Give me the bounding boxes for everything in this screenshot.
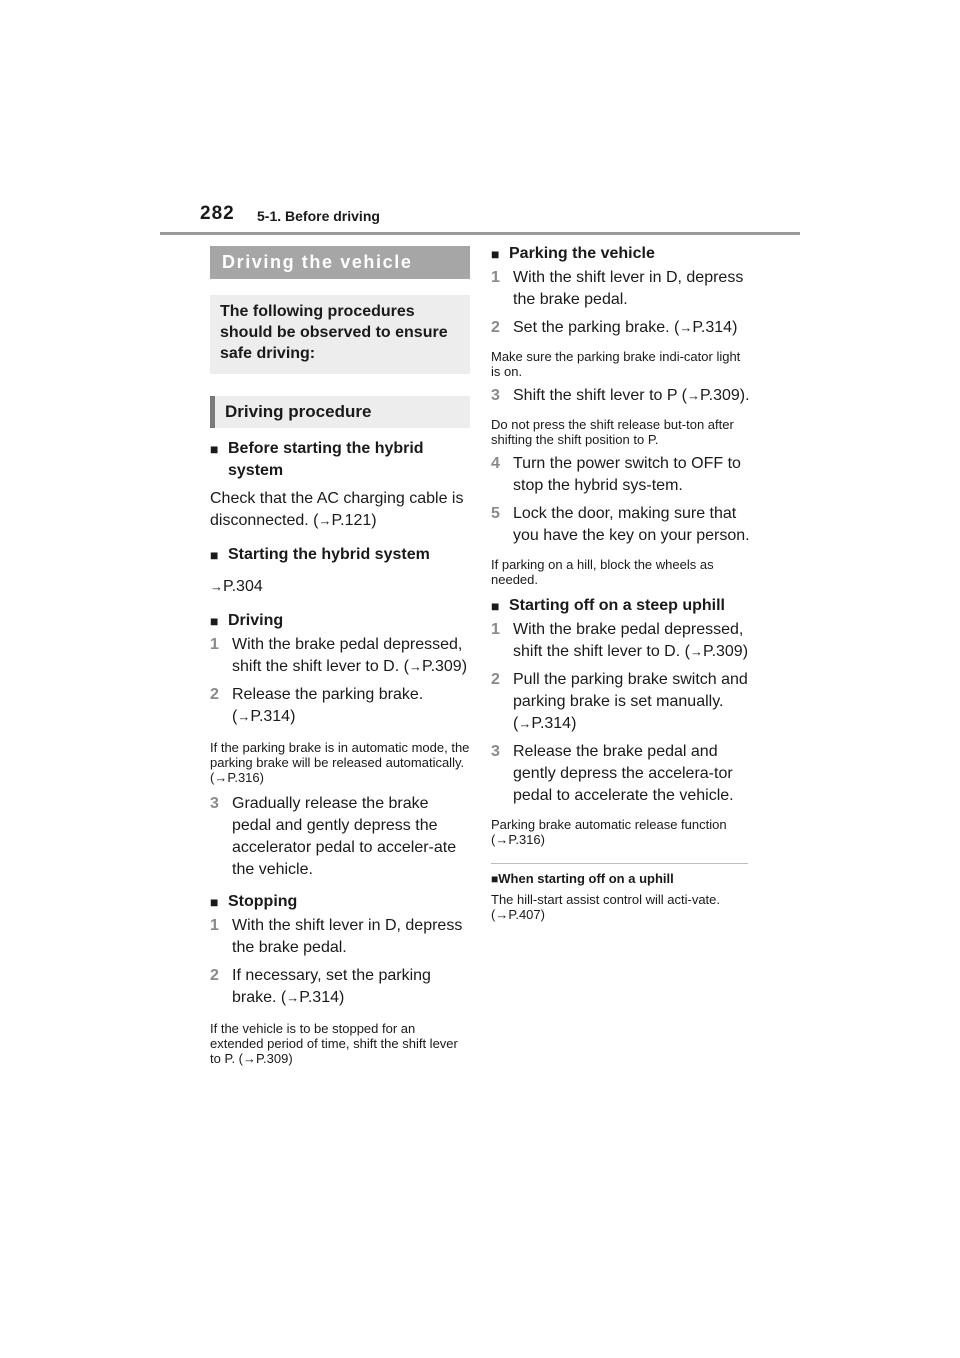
step-item xyxy=(210,915,470,959)
page-ref-link[interactable]: P.309) xyxy=(702,643,749,660)
step-text: Release the parking brake. (→P.314) xyxy=(232,686,424,725)
square-bullet-icon: ■ xyxy=(210,894,219,910)
step-item xyxy=(210,634,470,678)
arrow-icon: → xyxy=(210,579,223,594)
heading-parking xyxy=(491,243,751,265)
step-item xyxy=(491,267,751,311)
step-number: 2 xyxy=(491,671,500,688)
step-text: With the shift lever in D, depress the brake pedal. xyxy=(513,269,744,308)
heading-before-starting xyxy=(210,438,470,482)
note-text: Parking brake automatic release function (→P.316) xyxy=(491,817,727,847)
left-column xyxy=(210,246,470,1066)
heading-stopping xyxy=(210,891,470,913)
heading-steep-uphill xyxy=(491,595,751,617)
step-text: With the brake pedal depressed, shift the shift lever to D. (→P.309) xyxy=(232,636,468,675)
sub-banner: Driving procedure xyxy=(210,396,470,428)
step-item xyxy=(491,741,751,807)
section-banner: Driving the vehicle xyxy=(210,246,470,279)
page-ref-link[interactable]: P.314) xyxy=(531,715,577,732)
page-ref-link[interactable]: P.316) xyxy=(508,832,545,847)
step-number: 3 xyxy=(210,795,219,812)
heading-text: When starting off on a uphill xyxy=(498,871,674,886)
heading-text: Driving xyxy=(228,612,284,629)
paragraph-text: Check that the AC charging cable is disconnected. ( xyxy=(210,490,464,529)
step-number: 4 xyxy=(491,455,500,472)
step-number: 2 xyxy=(210,686,219,703)
step-item xyxy=(491,619,751,663)
square-bullet-icon: ■ xyxy=(491,246,500,262)
arrow-icon: → xyxy=(318,513,332,528)
step-number: 1 xyxy=(210,636,219,653)
heading-text: Parking the vehicle xyxy=(509,245,655,262)
note-text: If the vehicle is to be stopped for an extended period of time, shift the shift lever to P. (→P.309) xyxy=(210,1021,458,1066)
page-ref-link[interactable]: P.121) xyxy=(331,512,377,529)
arrow-icon: → xyxy=(687,388,701,403)
section-title: 5-1. Before driving xyxy=(257,208,380,224)
step-number: 1 xyxy=(210,917,219,934)
page-ref-link[interactable]: P.309) xyxy=(256,1051,293,1066)
page-ref-link[interactable]: P.407) xyxy=(508,907,545,922)
step-item xyxy=(491,385,751,407)
page-ref-link[interactable]: P.309) xyxy=(421,658,468,675)
arrow-icon: → xyxy=(243,1051,257,1066)
heading-uphill-info xyxy=(491,870,751,888)
page-ref-link[interactable]: P.316) xyxy=(227,770,264,785)
step-number: 5 xyxy=(491,505,500,522)
arrow-icon: → xyxy=(518,716,532,731)
heading-driving xyxy=(210,610,470,632)
step-item xyxy=(491,317,751,339)
intro-box: The following procedures should be observed to ensure safe driving: xyxy=(210,295,470,374)
heading-text: Starting the hybrid system xyxy=(228,546,430,563)
header-rule xyxy=(160,232,800,235)
heading-starting xyxy=(210,544,470,566)
step-text: With the shift lever in D, depress the brake pedal. xyxy=(232,917,463,956)
heading-text: Starting off on a steep uphill xyxy=(509,597,725,614)
step-text: Turn the power switch to OFF to stop the hybrid sys-tem. xyxy=(513,455,741,494)
note-text: If the parking brake is in automatic mode, the parking brake will be released automatically. (→P.316) xyxy=(210,740,470,785)
step-text: Gradually release the brake pedal and gently depress the accelerator pedal to acceler-ate the vehicle. xyxy=(232,795,457,878)
step-text: Release the brake pedal and gently depress the accelera-tor pedal to accelerate the vehicle. xyxy=(513,743,734,804)
step-number: 2 xyxy=(491,319,500,336)
page-ref-link[interactable]: P.314) xyxy=(299,989,345,1006)
right-column xyxy=(491,243,751,922)
square-bullet-icon: ■ xyxy=(491,598,500,614)
step-text: If necessary, set the parking brake. (→P.314) xyxy=(232,967,431,1006)
reference-line xyxy=(210,576,470,598)
step-item xyxy=(491,453,751,497)
divider xyxy=(491,863,748,864)
step-text: Set the parking brake. (→P.314) xyxy=(513,319,738,336)
note-text: If parking on a hill, block the wheels as needed. xyxy=(491,557,714,587)
note-text: Do not press the shift release but-ton after shifting the shift position to P. xyxy=(491,417,734,447)
step-number: 3 xyxy=(491,387,500,404)
arrow-icon: → xyxy=(237,709,251,724)
page-number: 282 xyxy=(200,203,235,224)
arrow-icon: → xyxy=(495,907,509,922)
square-bullet-icon: ■ xyxy=(491,872,499,886)
page-ref-link[interactable]: P.309). xyxy=(700,387,750,404)
heading-text: Stopping xyxy=(228,893,298,910)
page-ref-link[interactable]: P.304 xyxy=(223,578,263,595)
step-item xyxy=(491,669,751,735)
step-item xyxy=(210,965,470,1009)
arrow-icon: → xyxy=(214,770,228,785)
step-text: With the brake pedal depressed, shift the shift lever to D. (→P.309) xyxy=(513,621,749,660)
heading-text: Before starting the hybrid system xyxy=(228,440,424,479)
step-number: 2 xyxy=(210,967,219,984)
arrow-icon: → xyxy=(408,659,422,674)
step-item xyxy=(491,503,751,547)
paragraph-cable-check xyxy=(210,488,470,532)
step-number: 3 xyxy=(491,743,500,760)
step-item xyxy=(210,684,470,728)
square-bullet-icon: ■ xyxy=(210,613,219,629)
square-bullet-icon: ■ xyxy=(210,547,219,563)
step-text: Shift the shift lever to P (→P.309). xyxy=(513,387,750,404)
page-ref-link[interactable]: P.314) xyxy=(250,708,296,725)
note-text: The hill-start assist control will acti-vate. (→P.407) xyxy=(491,892,721,922)
step-text: Pull the parking brake switch and parking brake is set manually. (→P.314) xyxy=(513,671,748,732)
arrow-icon: → xyxy=(495,832,509,847)
page-ref-link[interactable]: P.314) xyxy=(692,319,738,336)
step-number: 1 xyxy=(491,269,500,286)
square-bullet-icon: ■ xyxy=(210,441,219,457)
note-text: Make sure the parking brake indi-cator light is on. xyxy=(491,349,741,379)
step-number: 1 xyxy=(491,621,500,638)
step-text: Lock the door, making sure that you have the key on your person. xyxy=(513,505,750,544)
step-item xyxy=(210,793,470,881)
arrow-icon: → xyxy=(679,320,693,335)
arrow-icon: → xyxy=(689,644,703,659)
arrow-icon: → xyxy=(286,990,300,1005)
